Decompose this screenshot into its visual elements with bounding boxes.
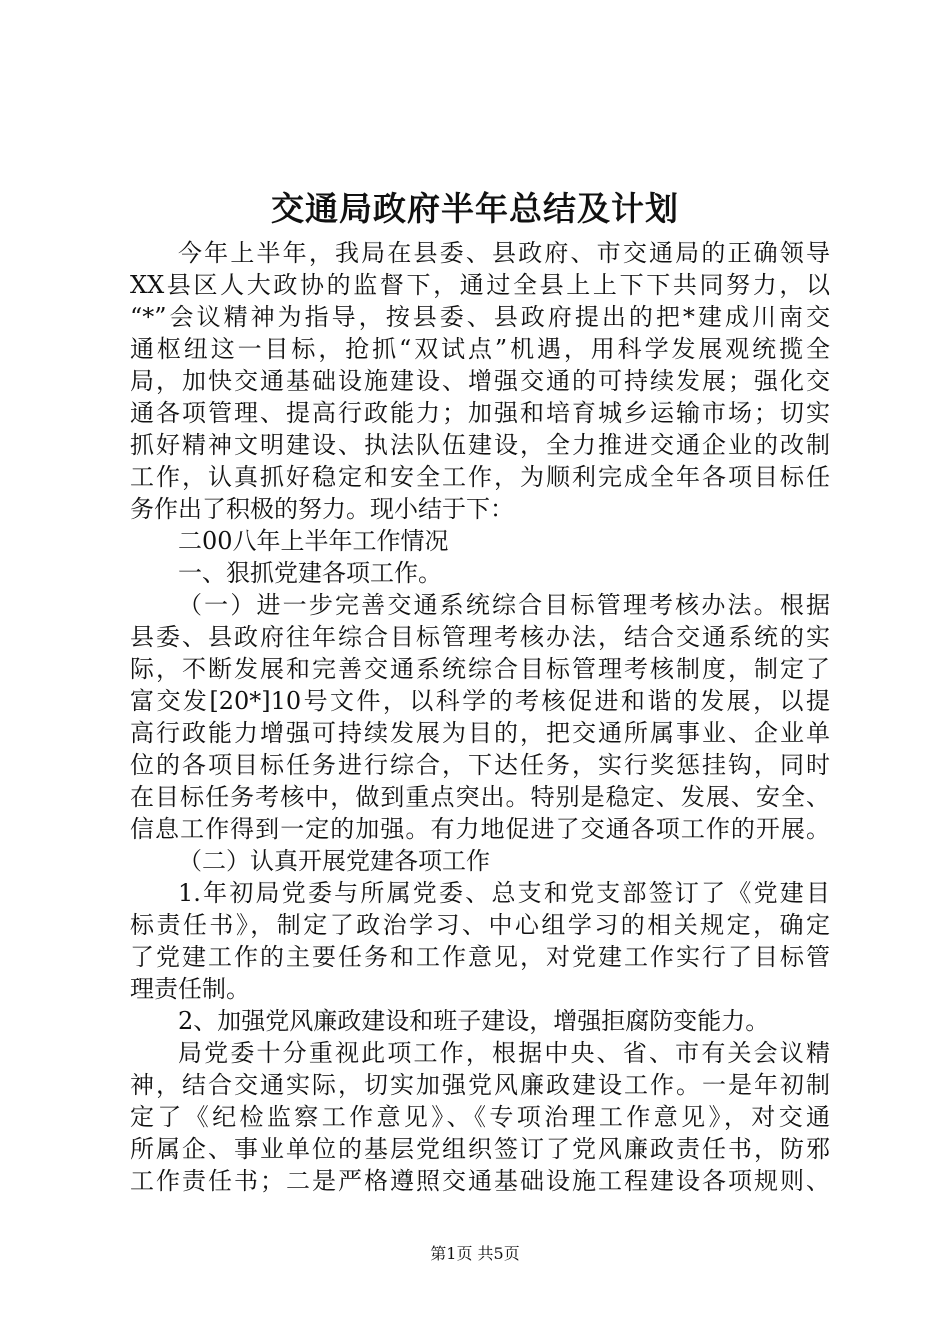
paragraph-line: 理责任制。 xyxy=(130,975,250,1003)
paragraph-line: 工作，认真抓好稳定和安全工作，为顺利完成全年各项目标任 xyxy=(130,463,830,491)
paragraph-line: 高行政能力增强可持续发展为目的，把交通所属事业、企业单 xyxy=(130,719,830,747)
paragraph-line: “*”会议精神为指导，按县委、县政府提出的把*建成川南交 xyxy=(130,303,830,331)
paragraph-line: 通各项管理、提高行政能力；加强和培育城乡运输市场；切实 xyxy=(130,399,830,427)
paragraph-line: 局党委十分重视此项工作，根据中央、省、市有关会议精 xyxy=(178,1039,830,1067)
paragraph-line: 1.年初局党委与所属党委、总支和党支部签订了《党建目 xyxy=(178,879,830,907)
paragraph-line: 位的各项目标任务进行综合，下达任务，实行奖惩挂钩，同时 xyxy=(130,751,830,779)
section-heading: 一、狠抓党建各项工作。 xyxy=(178,559,442,587)
section-heading: 二00八年上半年工作情况 xyxy=(178,527,449,555)
paragraph-line: 定了《纪检监察工作意见》、《专项治理工作意见》，对交通 xyxy=(130,1103,830,1131)
paragraph-line: （一）进一步完善交通系统综合目标管理考核办法。根据 xyxy=(178,591,830,619)
section-heading: （二）认真开展党建各项工作 xyxy=(178,847,490,875)
paragraph-line: 通枢纽这一目标，抢抓“双试点”机遇，用科学发展观统揽全 xyxy=(130,335,830,363)
paragraph-line: 务作出了积极的努力。现小结于下： xyxy=(130,495,514,523)
paragraph-line: 在目标任务考核中，做到重点突出。特别是稳定、发展、安全、 xyxy=(130,783,830,811)
paragraph-line: 所属企、事业单位的基层党组织签订了党风廉政责任书，防邪 xyxy=(130,1135,830,1163)
paragraph-line: 工作责任书；二是严格遵照交通基础设施工程建设各项规则、 xyxy=(130,1167,830,1195)
paragraph-line: 富交发[20*]10号文件，以科学的考核促进和谐的发展，以提 xyxy=(130,687,830,715)
paragraph-line: 际，不断发展和完善交通系统综合目标管理考核制度，制定了 xyxy=(130,655,830,683)
paragraph-line: 县委、县政府往年综合目标管理考核办法，结合交通系统的实 xyxy=(130,623,830,651)
paragraph-line: 局，加快交通基础设施建设、增强交通的可持续发展；强化交 xyxy=(130,367,830,395)
section-heading: 2、加强党风廉政建设和班子建设，增强拒腐防变能力。 xyxy=(178,1007,770,1035)
paragraph-line: 神，结合交通实际，切实加强党风廉政建设工作。一是年初制 xyxy=(130,1071,830,1099)
paragraph-line: XX县区人大政协的监督下，通过全县上上下下共同努力，以 xyxy=(130,271,830,299)
paragraph-line: 信息工作得到一定的加强。有力地促进了交通各项工作的开展。 xyxy=(130,815,830,843)
document-title: 交通局政府半年总结及计划 xyxy=(271,189,679,228)
paragraph-line: 了党建工作的主要任务和工作意见，对党建工作实行了目标管 xyxy=(130,943,830,971)
paragraph-line: 标责任书》，制定了政治学习、中心组学习的相关规定，确定 xyxy=(130,911,830,939)
page-footer: 第1页 共5页 xyxy=(430,1244,520,1263)
paragraph-line: 今年上半年，我局在县委、县政府、市交通局的正确领导 xyxy=(178,239,830,267)
paragraph-line: 抓好精神文明建设、执法队伍建设，全力推进交通企业的改制 xyxy=(130,431,830,459)
